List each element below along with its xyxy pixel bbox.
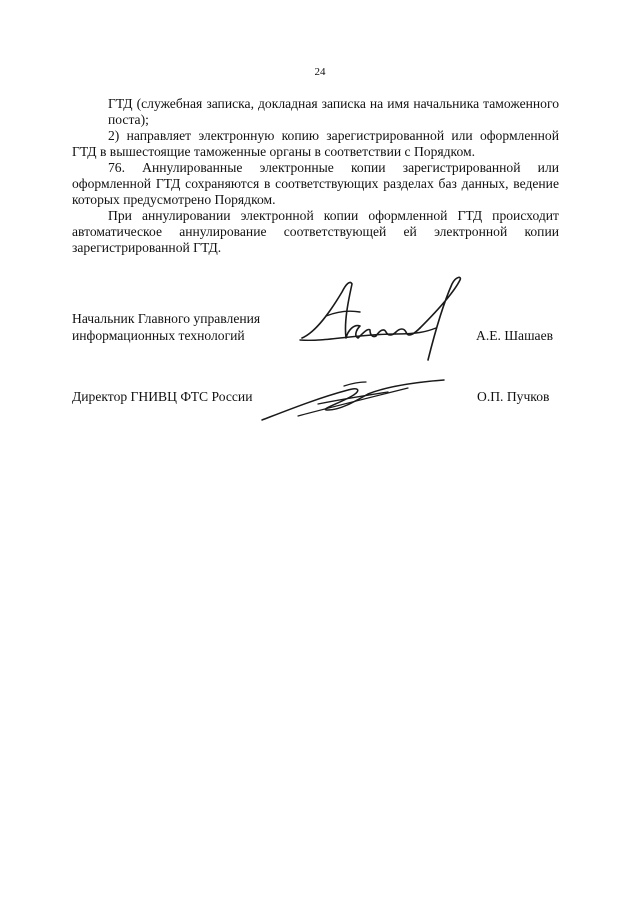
signatory-1-name: А.Е. Шашаев: [476, 328, 554, 343]
signatory-2-name: О.П. Пучков: [477, 389, 550, 404]
signatory-1-title-line2: информационных технологий: [72, 328, 245, 343]
paragraph-76: 76. Аннулированные электронные копии зарегистрированной или оформленной ГТД сохраняются в соответствующих разделах баз данных, ведение которых предусмотрено Порядком.: [72, 160, 559, 207]
document-body: [72, 96, 559, 256]
paragraph-continuation: ГТД (служебная записка, докладная записка на имя начальника таможенного поста);: [108, 96, 559, 127]
signature-2-image: [258, 376, 448, 424]
paragraph-annulment: При аннулировании электронной копии оформленной ГТД происходит автоматическое аннулирование соответствующей ей электронной копии зарегистрированной ГТД.: [72, 208, 559, 255]
signatory-1-title: [72, 310, 260, 344]
signature-1-image: [296, 272, 471, 364]
page-number: 24: [314, 66, 326, 78]
paragraph-item-2: 2) направляет электронную копию зарегистрированной или оформленной ГТД в вышестоящие таможенные органы в соответствии с Порядком.: [72, 128, 559, 159]
signatory-2-title: Директор ГНИВЦ ФТС России: [72, 389, 253, 404]
signatory-1-title-line1: Начальник Главного управления: [72, 311, 261, 326]
